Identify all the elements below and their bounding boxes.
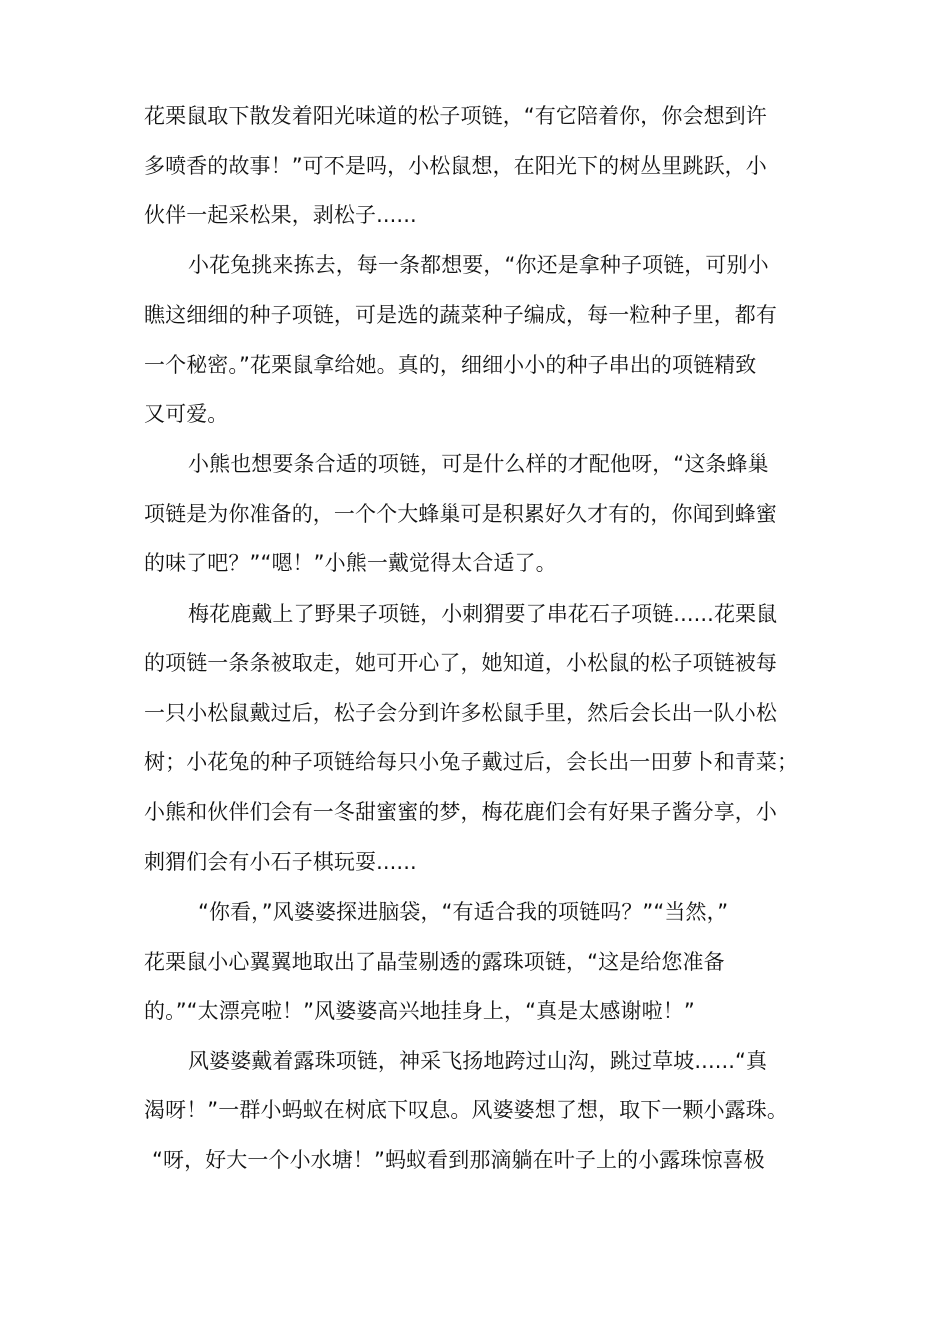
text-line: 多喷香的故事！”可不是吗，小松鼠想，在阳光下的树丛里跳跃，小 <box>144 154 767 178</box>
text-line: 一个秘密。”花栗鼠拿给她。真的，细细小小的种子串出的项链精致 <box>144 353 757 377</box>
text-line: 花栗鼠取下散发着阳光味道的松子项链，“有它陪着你，你会想到许 <box>144 104 767 128</box>
text-line: 项链是为你准备的，一个个大蜂巢可是积累好久才有的，你闻到蜂蜜 <box>144 502 777 526</box>
text-line: 小熊和伙伴们会有一冬甜蜜蜜的梦，梅花鹿们会有好果子酱分享，小 <box>144 800 777 824</box>
text-line: 的项链一条条被取走，她可开心了，她知道，小松鼠的松子项链被每 <box>144 651 777 675</box>
paragraph-start-line: “你看，”风婆婆探进脑袋，“有适合我的项链吗？”“当然，” <box>198 900 729 924</box>
text-line: 又可爱。 <box>144 402 229 426</box>
text-line: 树；小花兔的种子项链给每只小兔子戴过后，会长出一田萝卜和青菜； <box>144 750 799 774</box>
paragraph-start-line: 风婆婆戴着露珠项链，神采飞扬地跨过山沟，跳过草坡......“真 <box>188 1049 768 1073</box>
text-line: 渴呀！”一群小蚂蚁在树底下叹息。风婆婆想了想，取下一颗小露珠。 <box>144 1098 788 1122</box>
text-line: 的味了吧？”“嗯！”小熊一戴觉得太合适了。 <box>144 551 557 575</box>
paragraph-start-line: 梅花鹿戴上了野果子项链，小刺猬要了串花石子项链......花栗鼠 <box>188 602 778 626</box>
paragraph-start-line: 小熊也想要条合适的项链，可是什么样的才配他呀，“这条蜂巢 <box>188 452 769 476</box>
text-line: 刺猬们会有小石子棋玩耍...... <box>144 850 417 874</box>
text-line: 伙伴一起采松果，剥松子...... <box>144 203 417 227</box>
text-line: “呀，好大一个小水塘！”蚂蚁看到那滴躺在叶子上的小露珠惊喜极 <box>152 1148 765 1172</box>
text-line: 瞧这细细的种子项链，可是选的蔬菜种子编成，每一粒种子里，都有 <box>144 303 777 327</box>
text-line: 花栗鼠小心翼翼地取出了晶莹剔透的露珠项链，“这是给您准备 <box>144 950 725 974</box>
text-line: 的。”“太漂亮啦！”风婆婆高兴地挂身上，“真是太感谢啦！” <box>144 999 695 1023</box>
text-line: 一只小松鼠戴过后，松子会分到许多松鼠手里，然后会长出一队小松 <box>144 701 777 725</box>
paragraph-start-line: 小花兔挑来拣去，每一条都想要，“你还是拿种子项链，可别小 <box>188 253 769 277</box>
